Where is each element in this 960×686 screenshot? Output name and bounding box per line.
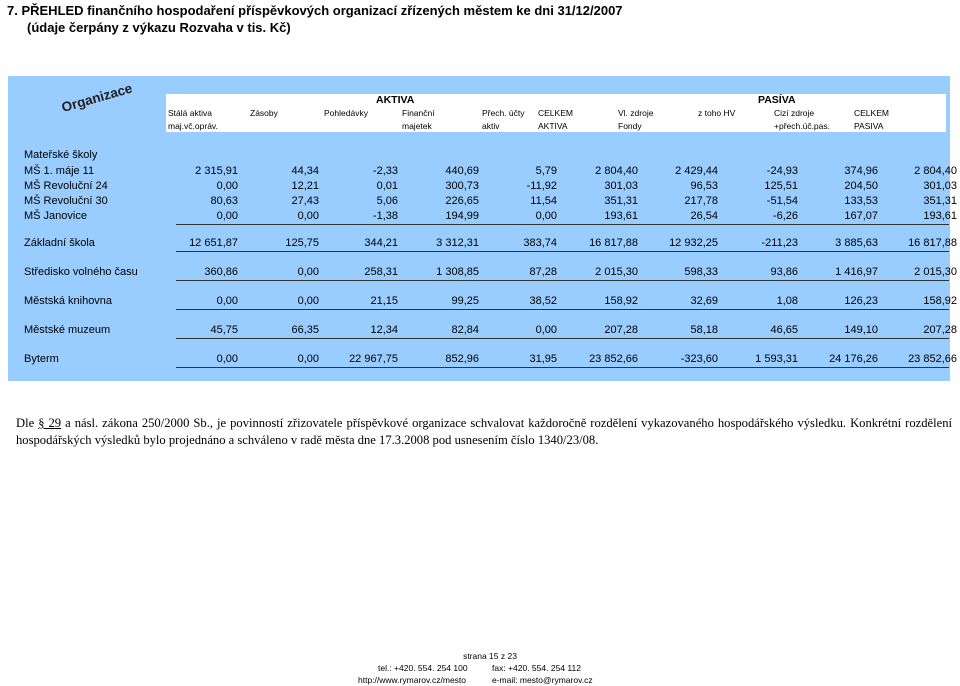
column-header: Finanční <box>402 108 435 118</box>
table-cell: 2 015,30 <box>914 266 957 278</box>
table-cell: 16 817,88 <box>908 237 957 249</box>
table-cell: 12 932,25 <box>669 237 718 249</box>
table-cell: 351,31 <box>604 195 638 207</box>
table-cell: 125,75 <box>285 237 319 249</box>
table-cell: -323,60 <box>680 353 718 365</box>
table-cell: 5,06 <box>376 195 398 207</box>
table-cell: 0,00 <box>216 353 238 365</box>
table-cell: 2 015,30 <box>595 266 638 278</box>
table-row <box>24 194 957 209</box>
table-cell: 1,08 <box>776 295 798 307</box>
column-header: CELKEM <box>854 108 889 118</box>
row-name: MŠ Revoluční 24 <box>24 180 108 192</box>
paragraph-text: a násl. zákona 250/2000 Sb., je povinností zřizovatele příspěvkové organizace schvalovat každoročně rozdělení vykazovaného hospodářského výsledku. Konkrétní rozdělení hospodářských výsledků bylo projednáno a schváleno v radě města dne 17.3.2008 pod usnesením číslo 1340/23/08. <box>16 416 952 447</box>
table-row <box>24 323 957 338</box>
row-name: Městské muzeum <box>24 324 111 336</box>
table-cell: 598,33 <box>684 266 718 278</box>
table-cell: 149,10 <box>844 324 878 336</box>
corner-label-organizace: Organizace <box>59 80 134 115</box>
row-name: Středisko volného času <box>24 266 138 278</box>
table-cell: 24 176,26 <box>829 353 878 365</box>
table-cell: 158,92 <box>604 295 638 307</box>
table-cell: 45,75 <box>210 324 238 336</box>
footer-email[interactable]: e-mail: mesto@rymarov.cz <box>492 675 593 685</box>
table-cell: 21,15 <box>370 295 398 307</box>
table-cell: 301,03 <box>604 180 638 192</box>
table-cell: 93,86 <box>770 266 798 278</box>
group-pasiva: PASÍVA <box>758 94 796 106</box>
table-cell: 5,79 <box>535 165 557 177</box>
row-name: Byterm <box>24 353 59 365</box>
row-divider <box>176 224 949 225</box>
row-divider <box>176 338 949 339</box>
table-row <box>24 209 957 224</box>
table-cell: 133,53 <box>844 195 878 207</box>
table-cell: 852,96 <box>445 353 479 365</box>
column-header: Fondy <box>618 121 642 131</box>
table-cell: 3 312,31 <box>436 237 479 249</box>
footer-fax: fax: +420. 554. 254 112 <box>492 663 581 673</box>
column-header: majetek <box>402 121 432 131</box>
table-cell: 440,69 <box>445 165 479 177</box>
column-header: Stálá aktiva <box>168 108 212 118</box>
table-cell: 96,53 <box>690 180 718 192</box>
table-cell: -51,54 <box>766 195 798 207</box>
row-name: Základní škola <box>24 237 95 249</box>
column-header: Zásoby <box>250 108 278 118</box>
column-header: aktiv <box>482 121 500 131</box>
table-cell: 360,86 <box>204 266 238 278</box>
table-row <box>24 294 957 309</box>
row-divider <box>176 367 949 368</box>
footer-tel: tel.: +420. 554. 254 100 <box>378 663 468 673</box>
table-cell: 217,78 <box>684 195 718 207</box>
table-cell: 12,34 <box>370 324 398 336</box>
table-cell: 22 967,75 <box>349 353 398 365</box>
table-cell: 0,00 <box>216 180 238 192</box>
table-cell: 207,28 <box>604 324 638 336</box>
table-cell: 193,61 <box>604 210 638 222</box>
table-cell: 58,18 <box>690 324 718 336</box>
heading-line-1: 7. PŘEHLED finančního hospodaření příspěvkových organizací zřízených městem ke dni 31/12/2007 <box>7 3 623 18</box>
footer-page-number: strana 15 z 23 <box>463 651 517 661</box>
table-cell: 194,99 <box>445 210 479 222</box>
table-cell: 12,21 <box>291 180 319 192</box>
table-row <box>24 352 957 367</box>
paragraph-prefix: Dle <box>16 416 39 430</box>
table-cell: 16 817,88 <box>589 237 638 249</box>
heading-line-2: (údaje čerpány z výkazu Rozvaha v tis. Kč) <box>27 20 291 35</box>
legal-paragraph <box>16 415 952 449</box>
table-cell: 351,31 <box>923 195 957 207</box>
table-cell: 0,00 <box>297 353 319 365</box>
table-cell: 0,00 <box>216 295 238 307</box>
column-header: Vl. zdroje <box>618 108 654 118</box>
table-cell: 344,21 <box>364 237 398 249</box>
row-name: Městská knihovna <box>24 295 113 307</box>
section-label-materske-skoly: Mateřské školy <box>24 149 98 161</box>
page-footer <box>340 650 620 686</box>
table-row <box>24 236 957 251</box>
table-cell: 258,31 <box>364 266 398 278</box>
table-cell: 32,69 <box>690 295 718 307</box>
table-cell: 46,65 <box>770 324 798 336</box>
table-cell: 26,54 <box>690 210 718 222</box>
finance-table <box>8 76 957 381</box>
column-header: z toho HV <box>698 108 736 118</box>
table-cell: 66,35 <box>291 324 319 336</box>
table-cell: 11,54 <box>530 195 557 207</box>
table-cell: 87,28 <box>529 266 557 278</box>
table-cell: 167,07 <box>844 210 878 222</box>
table-cell: 3 885,63 <box>835 237 878 249</box>
table-header <box>166 94 946 132</box>
row-name: MŠ Janovice <box>24 210 87 222</box>
table-cell: 0,00 <box>535 324 557 336</box>
table-cell: -6,26 <box>772 210 798 222</box>
table-cell: 1 308,85 <box>436 266 479 278</box>
table-cell: 125,51 <box>764 180 798 192</box>
table-cell: 44,34 <box>291 165 319 177</box>
table-cell: 23 852,66 <box>589 353 638 365</box>
table-cell: 0,00 <box>216 210 238 222</box>
table-cell: 301,03 <box>923 180 957 192</box>
row-divider <box>176 309 949 310</box>
table-cell: 38,52 <box>529 295 557 307</box>
table-cell: 193,61 <box>923 210 957 222</box>
row-divider <box>176 251 949 252</box>
column-header: Pohledávky <box>324 108 368 118</box>
table-cell: 12 651,87 <box>189 237 238 249</box>
column-header: maj.vč.opráv. <box>168 121 218 131</box>
table-cell: 99,25 <box>451 295 479 307</box>
table-cell: 0,00 <box>297 210 319 222</box>
table-cell: 82,84 <box>451 324 479 336</box>
table-cell: -1,38 <box>372 210 398 222</box>
table-cell: 2 429,44 <box>675 165 718 177</box>
column-header: CELKEM <box>538 108 573 118</box>
table-cell: 27,43 <box>291 195 319 207</box>
group-aktiva: AKTIVA <box>376 94 415 106</box>
table-cell: 158,92 <box>923 295 957 307</box>
footer-web[interactable]: http://www.rymarov.cz/mesto <box>358 675 467 685</box>
table-cell: -211,23 <box>761 237 798 249</box>
table-cell: -24,93 <box>766 165 798 177</box>
table-cell: 126,23 <box>844 295 878 307</box>
column-header: +přech.úč.pas. <box>774 121 830 131</box>
column-header: AKTIVA <box>538 121 568 131</box>
table-cell: -2,33 <box>372 165 398 177</box>
table-cell: 0,00 <box>297 295 319 307</box>
table-cell: -11,92 <box>526 180 557 192</box>
table-cell: 2 804,40 <box>595 165 638 177</box>
row-divider <box>176 280 949 281</box>
table-row <box>24 179 957 194</box>
page-heading <box>7 2 623 36</box>
table-cell: 0,01 <box>376 180 398 192</box>
table-cell: 1 416,97 <box>835 266 878 278</box>
table-cell: 383,74 <box>523 237 557 249</box>
table-cell: 2 804,40 <box>914 165 957 177</box>
paragraph-section-link[interactable]: § 29 <box>38 416 62 430</box>
table-cell: 207,28 <box>923 324 957 336</box>
table-cell: 0,00 <box>535 210 557 222</box>
table-cell: 204,50 <box>844 180 878 192</box>
column-header: Cizí zdroje <box>774 108 815 118</box>
table-row <box>24 265 957 280</box>
row-name: MŠ Revoluční 30 <box>24 195 108 207</box>
table-cell: 23 852,66 <box>908 353 957 365</box>
column-header: Přech. účty <box>482 108 525 118</box>
table-cell: 31,95 <box>529 353 557 365</box>
table-row <box>24 164 957 179</box>
table-cell: 2 315,91 <box>195 165 238 177</box>
row-name: MŠ 1. máje 11 <box>24 165 95 177</box>
table-cell: 1 593,31 <box>755 353 798 365</box>
table-cell: 374,96 <box>844 165 878 177</box>
table-cell: 0,00 <box>297 266 319 278</box>
table-cell: 300,73 <box>445 180 479 192</box>
column-header: PASIVA <box>854 121 884 131</box>
table-cell: 226,65 <box>445 195 479 207</box>
table-cell: 80,63 <box>210 195 238 207</box>
